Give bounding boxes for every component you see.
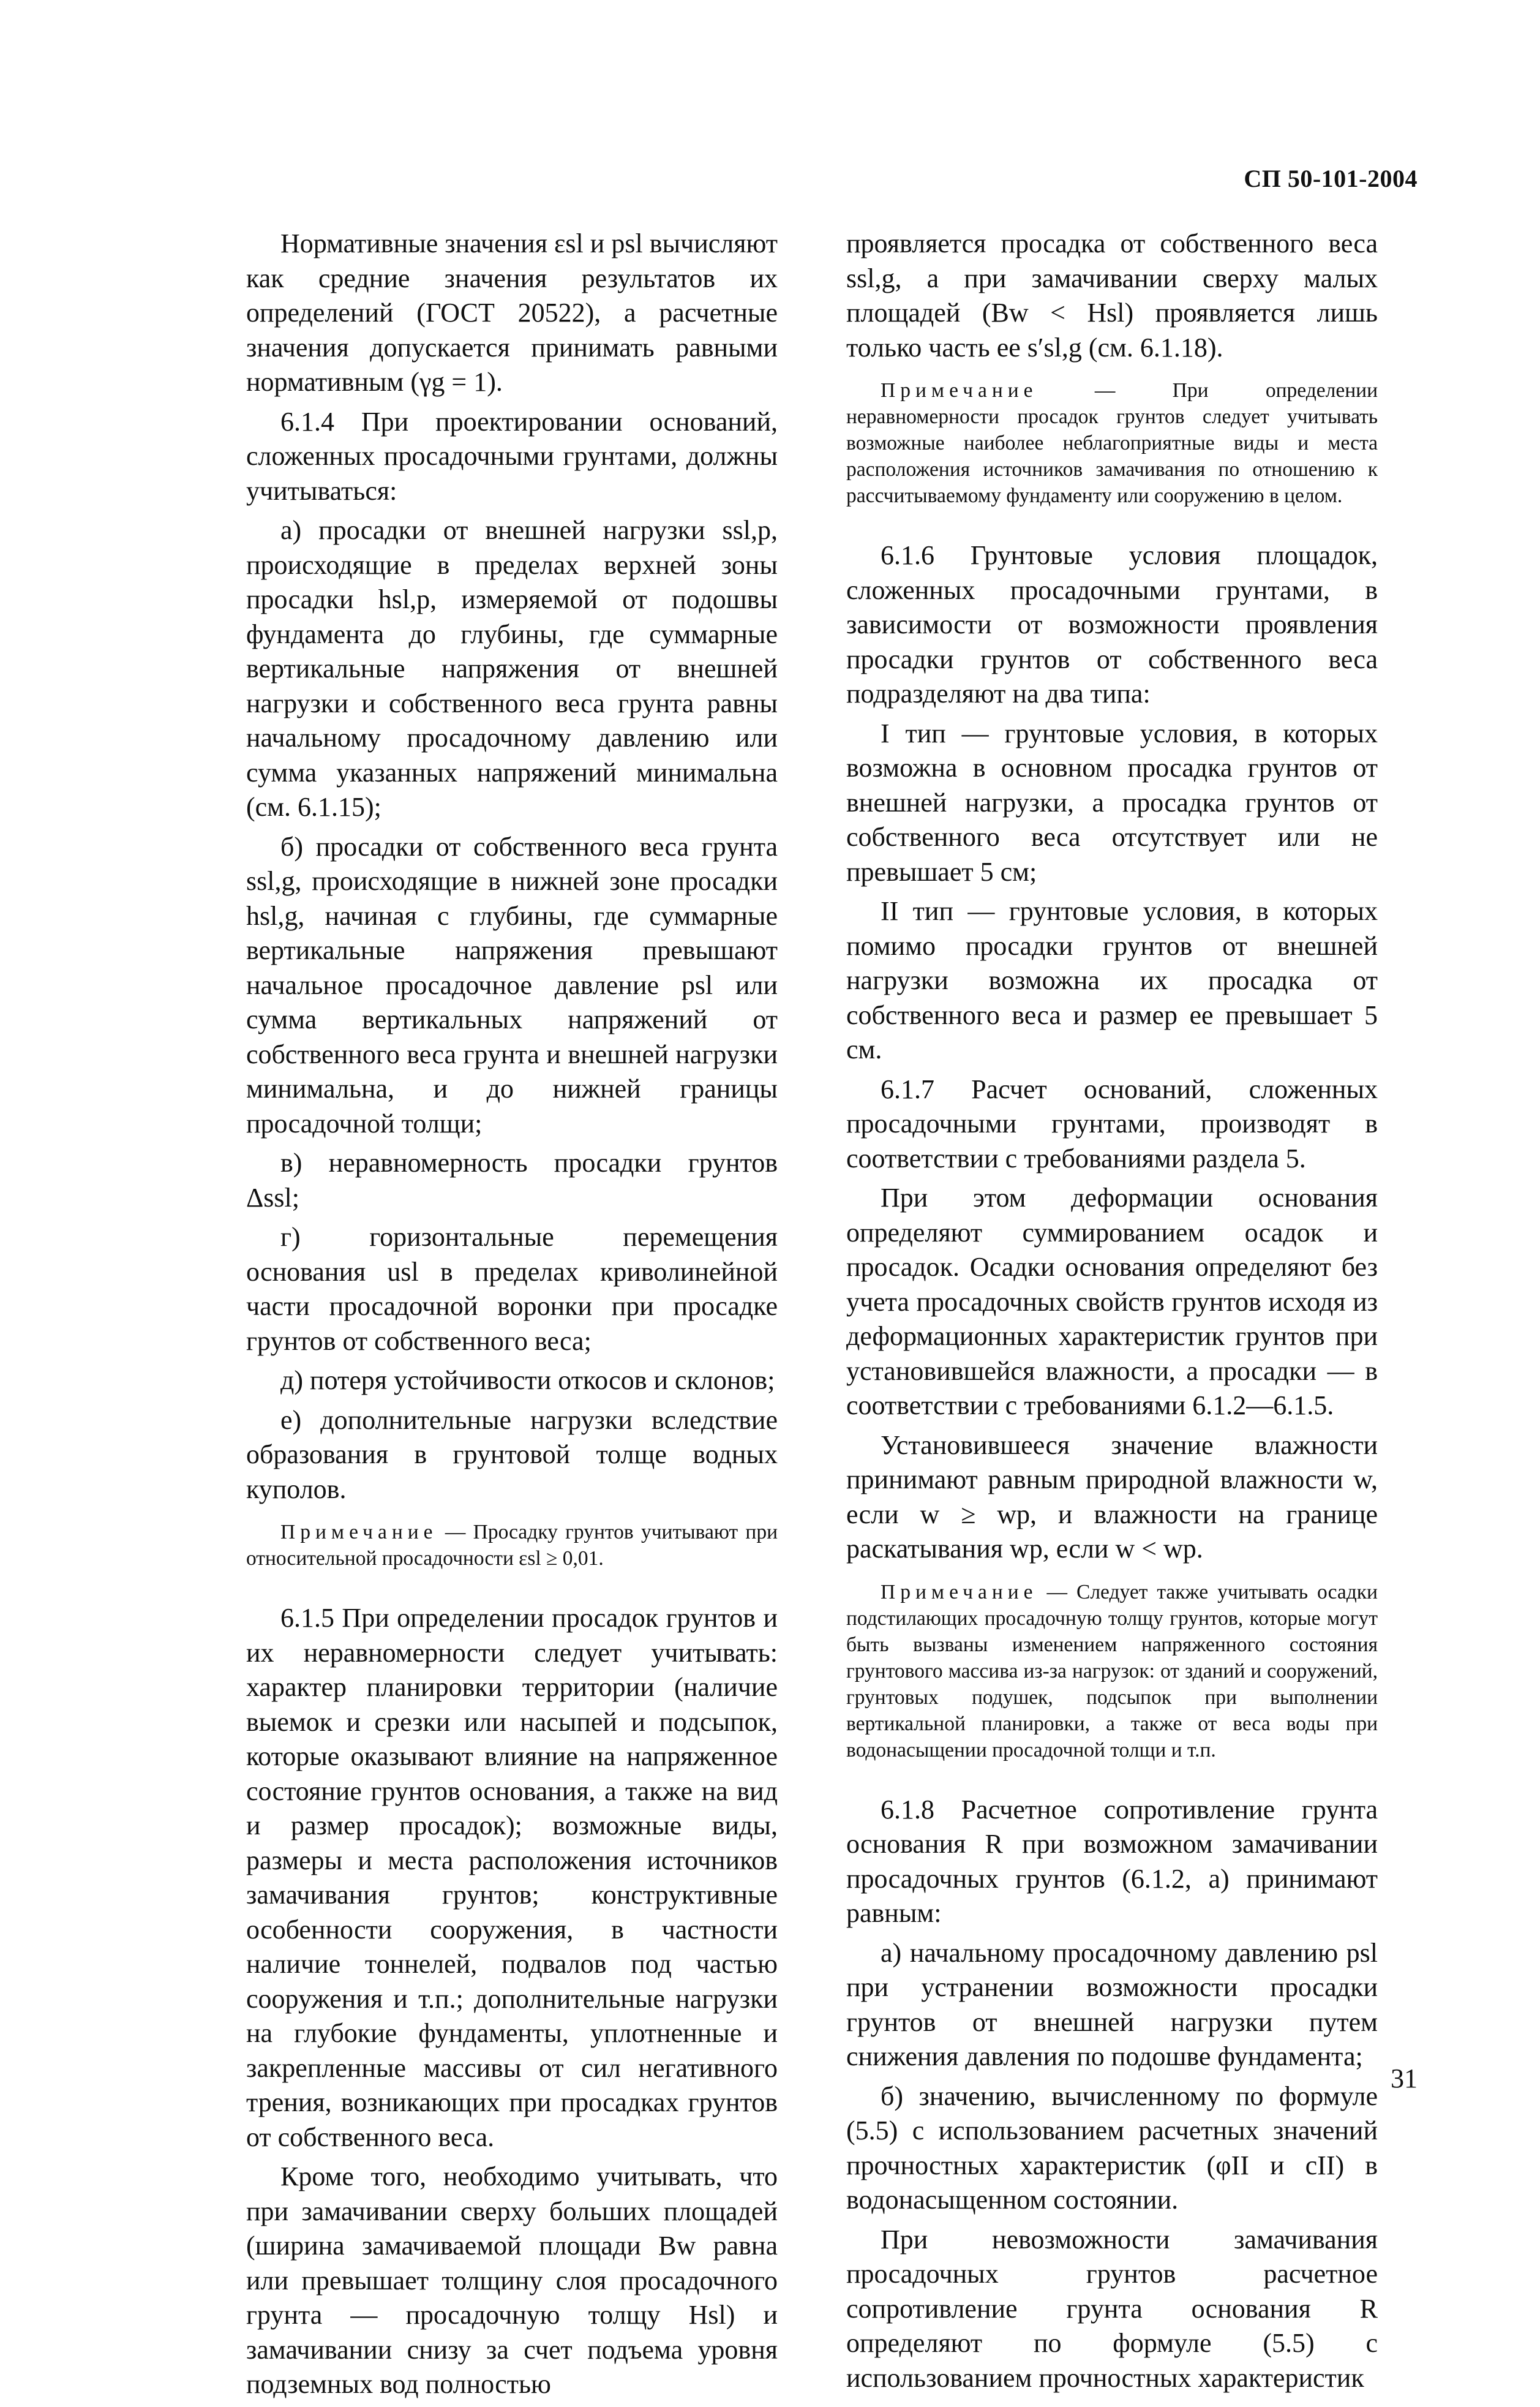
section-6-1-4: 6.1.4 При проектировании оснований, сложенных просадочными грунтами, должны учитываться:	[246, 406, 778, 506]
note: Примечание — При определении неравномерности просадок грунтов следует учитывать возможные наиболее неблагоприятные виды и места расположения источников замачивания по отношению к рассчитываемому фундаменту или сооружению в целом.	[846, 379, 1378, 507]
list-item: б) просадки от собственного веса грунта ssl,g, происходящие в нижней зоне просадки hsl,g, начиная с глубины, где суммарные вертикальные напряжения превышают начальное просадочное давление psl или сумма вертикальных напряжений от собственного веса грунта и внешней нагрузки минимальна, и до нижней границы просадочной толщи;	[246, 831, 778, 1139]
list-item: е) дополнительные нагрузки вследствие образования в грунтовой толще водных куполов.	[246, 1404, 778, 1504]
section-6-1-8: 6.1.8 Расчетное сопротивление грунта основания R при возможном замачивании просадочных грунтов (6.1.2, а) принимают равным:	[846, 1794, 1378, 1928]
list-item: в) неравномерность просадки грунтов Δssl;	[246, 1148, 778, 1213]
right-column	[846, 227, 1378, 2400]
paragraph: Кроме того, необходимо учитывать, что при замачивании сверху больших площадей (ширина замачиваемой площади Bw равна или превышает толщину слоя просадочного грунта — просадочную толщу Hsl) и замачивании снизу за счет подъема уровня подземных вод полностью	[246, 2161, 778, 2399]
note-text: Просадку грунтов учитывают при относительной просадочности εsl ≥ 0,01.	[246, 1521, 778, 1570]
left-column	[246, 227, 778, 2407]
note: Примечание — Просадку грунтов учитывают при относительной просадочности εsl ≥ 0,01.	[246, 1521, 778, 1570]
list-item: а) начальному просадочному давлению psl при устранении возможности просадки грунтов от внешней нагрузки путем снижения давления по подошве фундамента;	[846, 1937, 1378, 2071]
paragraph: При этом деформации основания определяют суммированием осадок и просадок. Осадки основания определяют без учета просадочных свойств грунтов исходя из деформационных характеристик грунтов при установившейся влажности, а просадки — в соответствии с требованиями 6.1.2—6.1.5.	[846, 1183, 1378, 1420]
paragraph: Установившееся значение влажности принимают равным природной влажности w, если w ≥ wp, и влажности на границе раскатывания wp, если w < wp.	[846, 1430, 1378, 1564]
document-code: СП 50-101-2004	[1244, 165, 1418, 192]
list-item: II тип — грунтовые условия, в которых помимо просадки грунтов от внешней нагрузки возможна их просадка от собственного веса и размер ее превышает 5 см.	[846, 896, 1378, 1064]
note-label: Примечание	[280, 1521, 438, 1543]
note-label: Примечание	[881, 379, 1038, 402]
list-item: б) значению, вычисленному по формуле (5.5) с использованием расчетных значений прочностных характеристик (φII и cII) в водонасыщенном состоянии.	[846, 2081, 1378, 2215]
note-text: Следует также учитывать осадки подстилающих просадочную толщу грунтов, которые могут быть вызваны изменением напряженного состояния грунтового массива из-за нагрузок: от зданий и сооружений, грунтовых подушек, подсыпок при выполнении вертикальной планировки, а также от веса воды при водонасыщении просадочной толщи и т.п.	[846, 1580, 1378, 1761]
note-text: При определении неравномерности просадок грунтов следует учитывать возможные наиболее неблагоприятные виды и места расположения источников замачивания по отношению к рассчитываемому фундаменту или сооружению в целом.	[846, 379, 1378, 507]
section-6-1-6: 6.1.6 Грунтовые условия площадок, сложенных просадочными грунтами, в зависимости от возможности проявления просадки грунтов от собственного веса подразделяют на два типа:	[846, 540, 1378, 709]
list-item: д) потеря устойчивости откосов и склонов;	[280, 1365, 775, 1395]
section-6-1-5: 6.1.5 При определении просадок грунтов и их неравномерности следует учитывать: характер планировки территории (наличие выемок и срезки или насыпей и подсыпок, которые оказывают влияние на напряженное состояние грунтов основания, а также на вид и размер просадок); возможные виды, размеры и места расположения источников замачивания грунтов; конструктивные особенности сооружения, в частности наличие тоннелей, подвалов под частью сооружения и т.п.; дополнительные нагрузки на глубокие фундаменты, уплотненные и закрепленные массивы от сил негативного трения, возникающих при просадках грунтов от собственного веса.	[246, 1603, 778, 2152]
section-6-1-7: 6.1.7 Расчет оснований, сложенных просадочными грунтами, производят в соответствии с требованиями раздела 5.	[846, 1074, 1378, 1173]
note-label: Примечание	[881, 1580, 1038, 1603]
paragraph: При невозможности замачивания просадочных грунтов расчетное сопротивление грунта основания R определяют по формуле (5.5) с использованием прочностных характеристик	[846, 2224, 1378, 2393]
paragraph: Нормативные значения εsl и psl вычисляют как средние значения результатов их определений (ГОСТ 20522), а расчетные значения допускается принимать равными нормативным (γg = 1).	[246, 228, 778, 397]
note: Примечание — Следует также учитывать осадки подстилающих просадочную толщу грунтов, которые могут быть вызваны изменением напряженного состояния грунтового массива из-за нагрузок: от зданий и сооружений, грунтовых подушек, подсыпок при выполнении вертикальной планировки, а также от веса воды при водонасыщении просадочной толщи и т.п.	[846, 1580, 1378, 1761]
paragraph-continuation: проявляется просадка от собственного веса ssl,g, а при замачивании сверху малых площадей (Bw < Hsl) проявляется лишь только часть ее s′sl,g (см. 6.1.18).	[846, 228, 1378, 363]
list-item: а) просадки от внешней нагрузки ssl,p, происходящие в пределах верхней зоны просадки hsl,p, измеряемой от подошвы фундамента до глубины, где суммарные вертикальные напряжения от внешней нагрузки и собственного веса грунта равны начальному просадочному давлению или сумма указанных напряжений минимальна (см. 6.1.15);	[246, 515, 778, 822]
list-item: г) горизонтальные перемещения основания usl в пределах криволинейной части просадочной воронки при просадке грунтов от собственного веса;	[246, 1222, 778, 1356]
list-item: I тип — грунтовые условия, в которых возможна в основном просадка грунтов от внешней нагрузки, а просадка грунтов от собственного веса отсутствует или не превышает 5 см;	[846, 718, 1378, 887]
page-number: 31	[1391, 2063, 1418, 2093]
